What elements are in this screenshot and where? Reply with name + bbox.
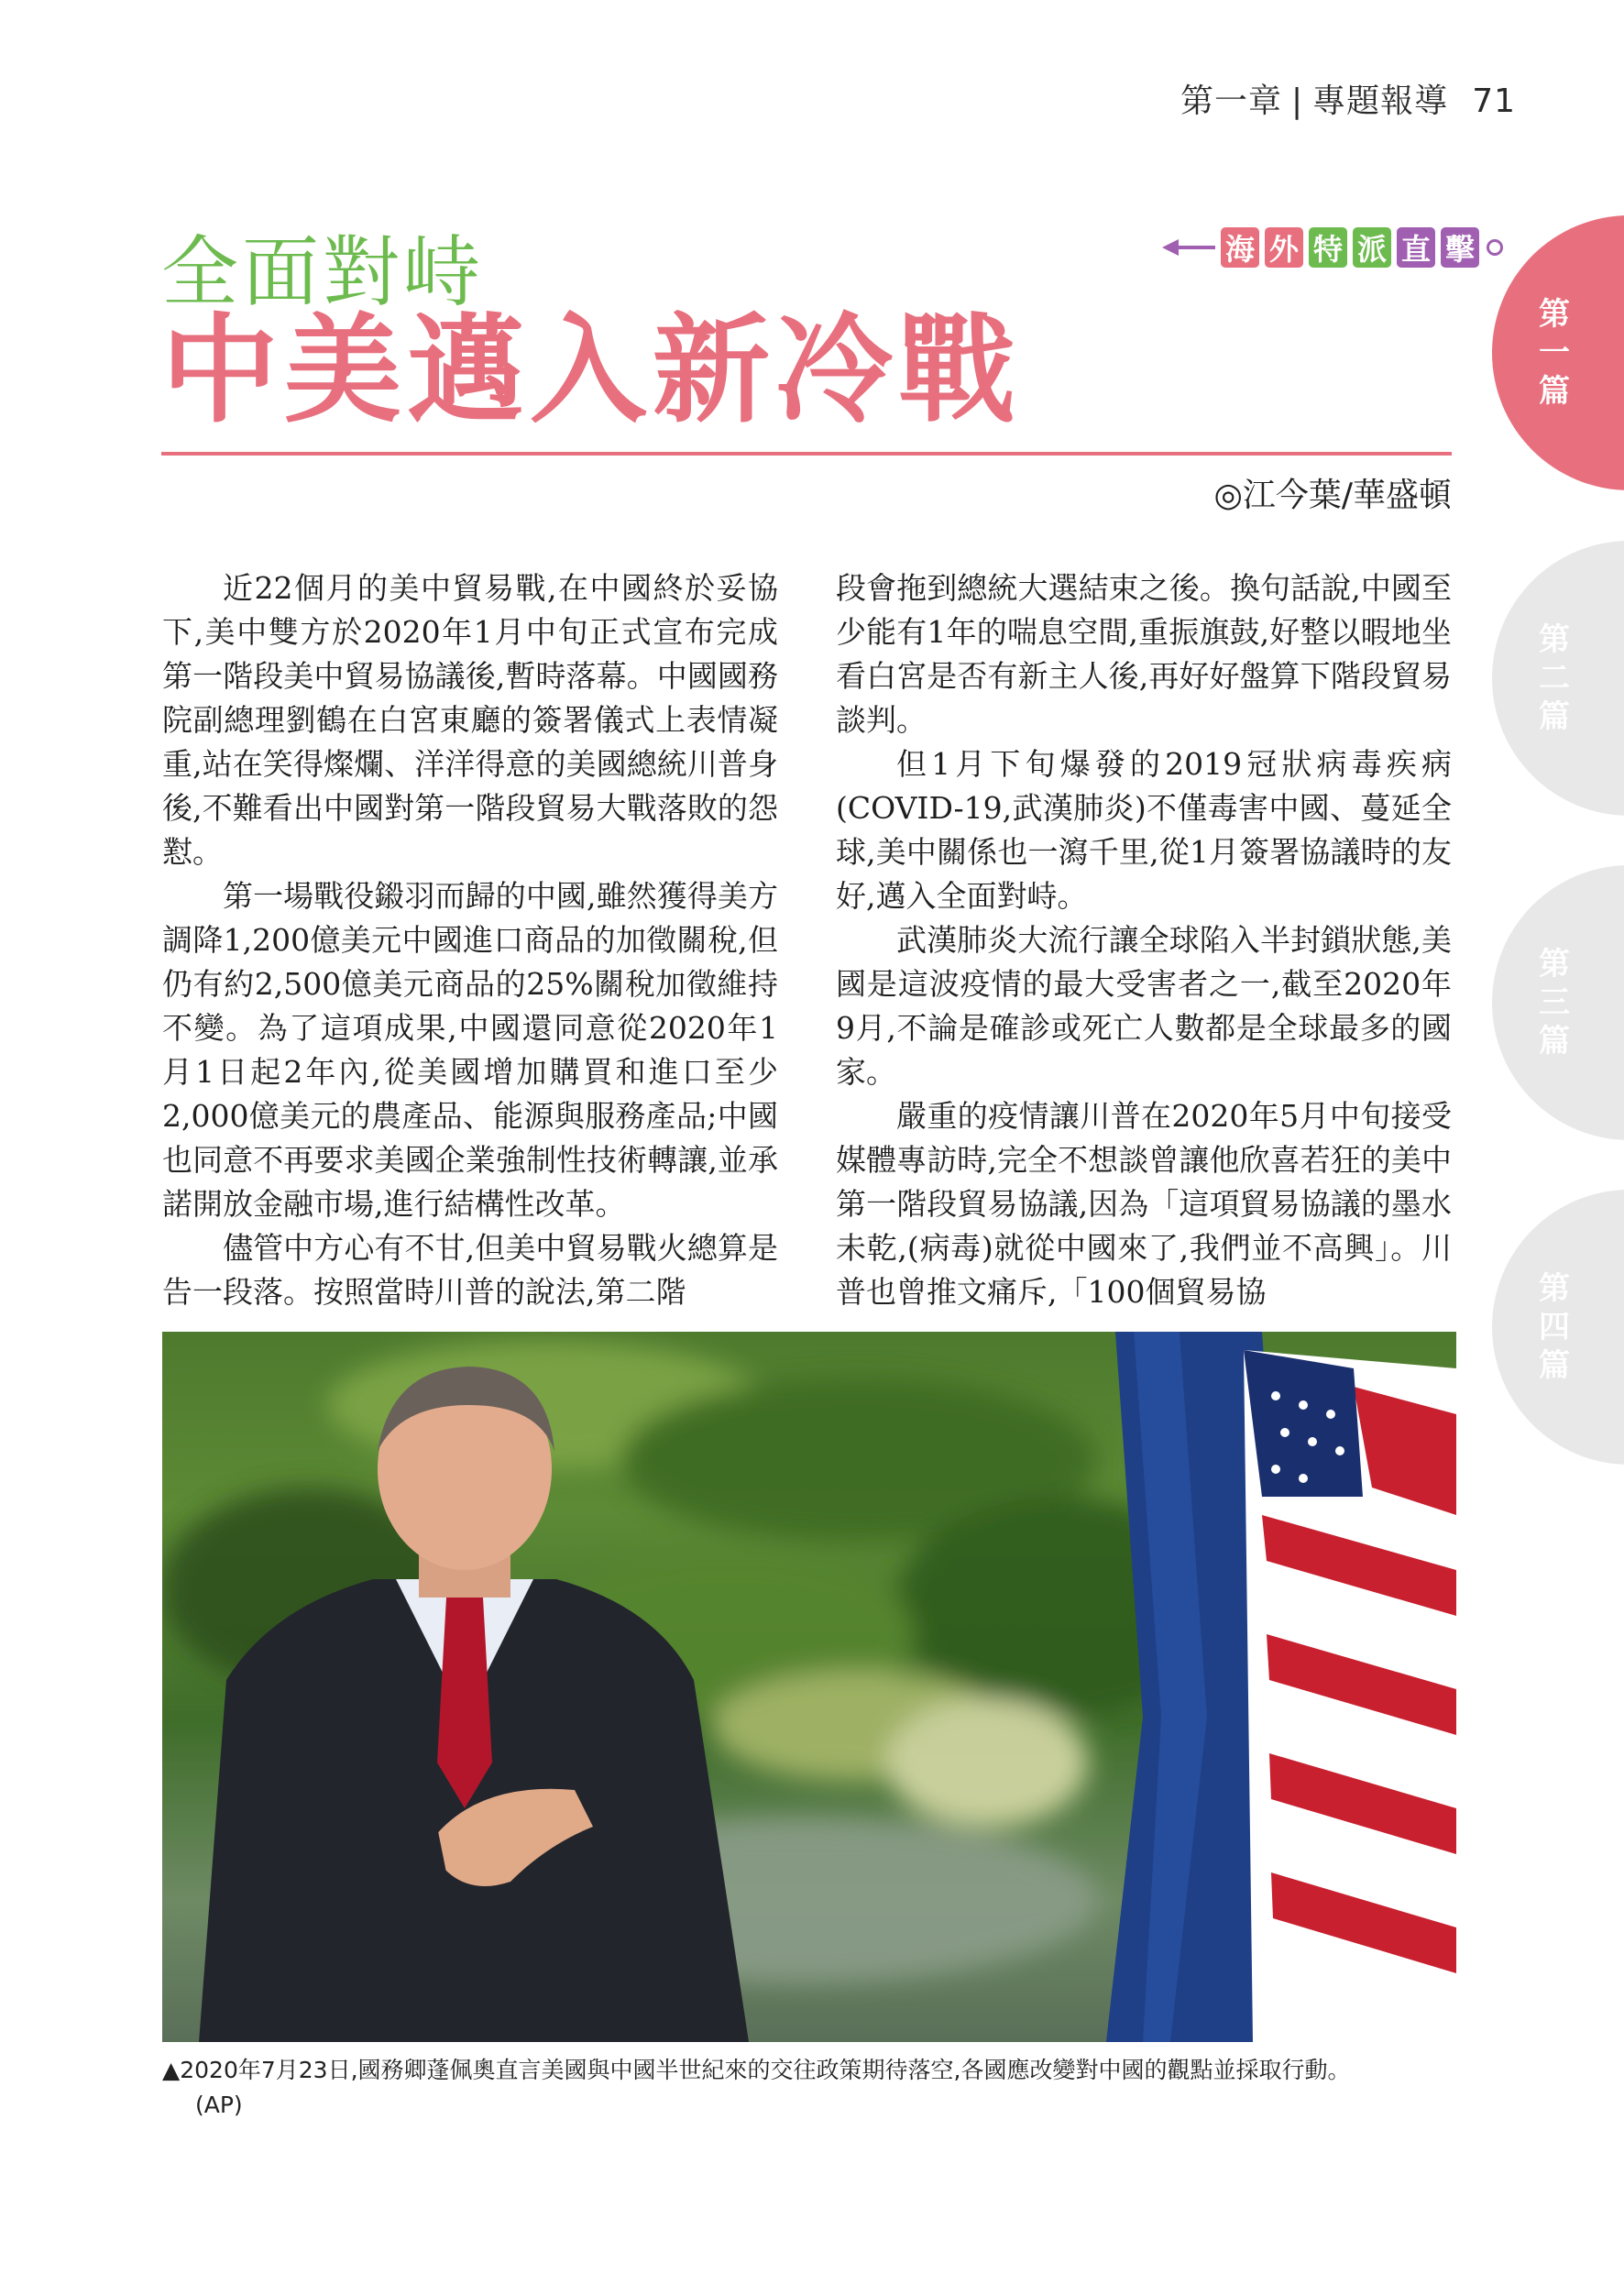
- article-paragraph: 近22個月的美中貿易戰,在中國終於妥協下,美中雙方於2020年1月中旬正式宣布完成第一階段美中貿易協議後,暫時落幕。中國國務院副總理劉鶴在白宮東廳的簽署儀式上表情凝重,站在笑得燦爛、洋洋得意的美國總統川普身後,不難看出中國對第一階段貿易大戰落敗的怨懟。: [162, 570, 778, 870]
- series-badge-char: 擊: [1441, 227, 1479, 268]
- series-badge-char: 直: [1397, 227, 1435, 268]
- article-paragraph: 儘管中方心有不甘,但美中貿易戰火總算是告一段落。按照當時川普的說法,第二階: [162, 1230, 778, 1310]
- article-column-right: [836, 566, 1452, 1314]
- photo-caption: [162, 2053, 1473, 2123]
- side-tab-part-3[interactable]: [1492, 865, 1624, 1140]
- header-separator: |: [1291, 82, 1304, 120]
- side-tab-part-1[interactable]: [1492, 215, 1624, 490]
- article-paragraph: 第一場戰役鎩羽而歸的中國,雖然獲得美方調降1,200億美元中國進口商品的加徵關稅,但仍有約2,500億美元商品的25%關稅加徵維持不變。為了這項成果,中國還同意從2020年1月1日起2年內,從美國增加購買和進口至少2,000億美元的農產品、能源與服務產品;中國也同意不再要求美國企業強制性技術轉讓,並承諾開放金融市場,進行結構性改革。: [162, 878, 778, 1222]
- article-paragraph: 嚴重的疫情讓川普在2020年5月中旬接受媒體專訪時,完全不想談曾讓他欣喜若狂的美中第一階段貿易協議,因為「這項貿易協議的墨水未乾,(病毒)就從中國來了,我們並不高興」。川普也曾推文痛斥,「100個貿易協: [836, 1098, 1452, 1310]
- photo-caption-text: ▲2020年7月23日,國務卿蓬佩奧直言美國與中國半世紀來的交往政策期待落空,各國應改變對中國的觀點並採取行動。: [162, 2057, 1351, 2083]
- page-number: 71: [1472, 82, 1516, 120]
- badge-line: [1179, 246, 1215, 249]
- side-tab-label: 第四篇: [1539, 1270, 1570, 1384]
- title-divider: [161, 452, 1452, 456]
- article-paragraph: 但1月下旬爆發的2019冠狀病毒疾病(COVID-19,武漢肺炎)不僅毒害中國、蔓延全球,美中關係也一瀉千里,從1月簽署協議時的友好,邁入全面對峙。: [836, 746, 1452, 914]
- series-badge-char: 外: [1265, 227, 1303, 268]
- article-byline: ◎江今葉/華盛頓: [1213, 477, 1452, 514]
- side-tab-label: 第二篇: [1539, 621, 1570, 735]
- side-tab-label: 第一篇: [1539, 296, 1570, 410]
- chapter-label: 第一章: [1180, 82, 1283, 120]
- running-header: [1180, 75, 1516, 122]
- arrow-left-icon: [1162, 239, 1179, 256]
- dot-icon: [1487, 239, 1503, 256]
- section-label: 專題報導: [1312, 82, 1449, 120]
- series-badge-char: 派: [1353, 227, 1391, 268]
- article-photo: [162, 1332, 1456, 2042]
- article-column-left: [162, 566, 778, 1314]
- series-badge: [1162, 224, 1503, 271]
- article-kicker: 全面對峙: [161, 227, 485, 317]
- series-badge-char: 特: [1309, 227, 1347, 268]
- side-tab-part-2[interactable]: [1492, 541, 1624, 816]
- photo-illustration: [162, 1332, 1456, 2042]
- series-badge-char: 海: [1221, 227, 1259, 268]
- side-tab-label: 第三篇: [1539, 946, 1570, 1060]
- photo-credit: (AP): [195, 2092, 243, 2118]
- side-tab-part-4[interactable]: [1492, 1190, 1624, 1465]
- article-paragraph: 段會拖到總統大選結束之後。換句話說,中國至少能有1年的喘息空間,重振旗鼓,好整以暇地坐看白宮是否有新主人後,再好好盤算下階段貿易談判。: [836, 570, 1452, 738]
- article-paragraph: 武漢肺炎大流行讓全球陷入半封鎖狀態,美國是這波疫情的最大受害者之一,截至2020年9月,不論是確診或死亡人數都是全球最多的國家。: [836, 922, 1452, 1090]
- article-headline: 中美邁入新冷戰: [161, 302, 1022, 439]
